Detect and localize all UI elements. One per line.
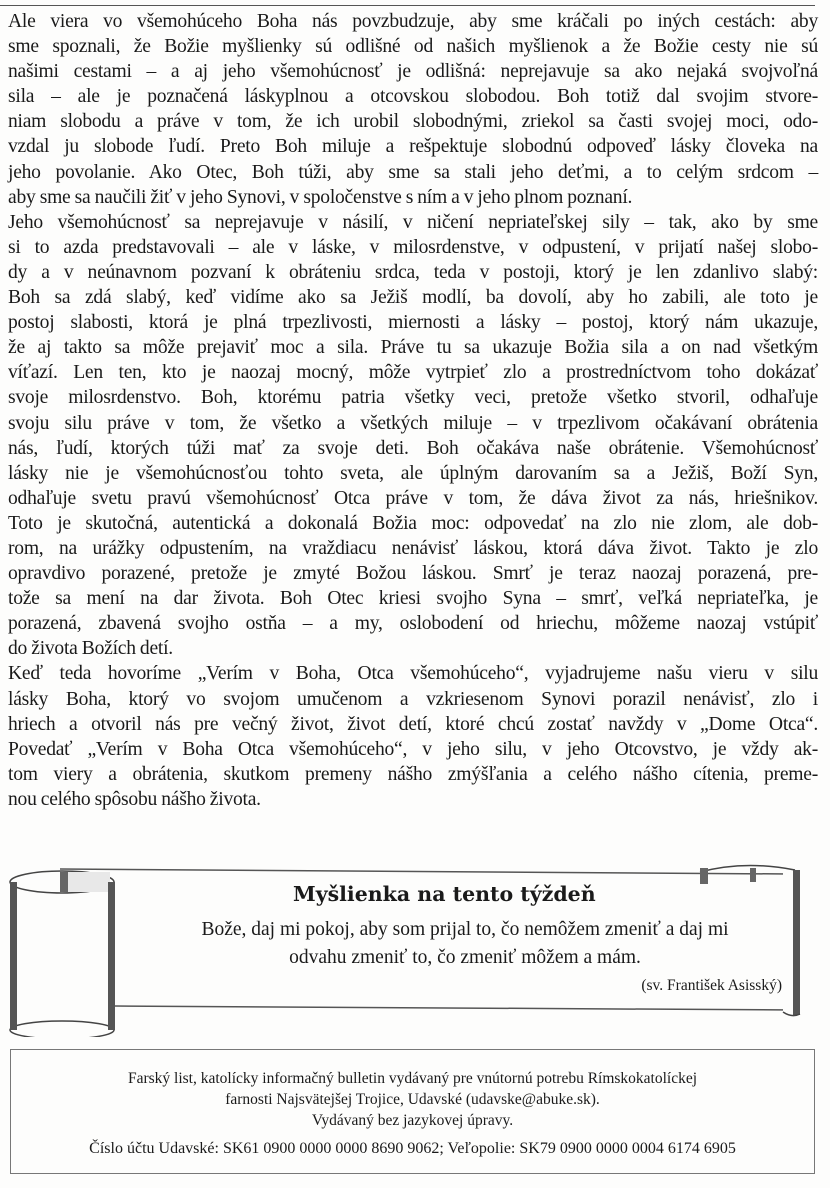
article-line: Ale viera vo všemohúceho Boha nás povzbudzuje, aby sme kráčali po iných cestách: aby [8, 11, 818, 32]
article-line: nou celého spôsobu nášho života. [8, 788, 261, 810]
article-line: aby sme sa naučili žiť v jeho Synovi, v spoločenstve s ním a v jeho plnom poznaní. [8, 186, 633, 208]
article-line: tože sa mení na dar života. Boh Otec kriesi svojho Syna – smrť, veľká nepriateľka, je [8, 588, 818, 610]
article-line: našimi cestami – a aj jeho všemohúcnosť je odlišná: neprejavuje sa ako nejaká svojvoľná [8, 61, 818, 83]
article-line: že aj takto sa môže prejaviť moc a sila. Práve tu sa ukazuje Božia sila a on nad všetkým [8, 337, 818, 359]
article-line: Povedať „Verím v Boha Otca všemohúceho“, v jeho silu, v jeho Otcovstvo, je vždy ak- [8, 738, 818, 760]
article-line: lásky Boha, ktorý vo svojom umučenom a vzkriesenom Synovi porazil nenávisť, zlo i [8, 688, 818, 710]
quote-line: Bože, daj mi pokoj, aby som prijal to, čo nemôžem zmeniť a daj mi [201, 919, 729, 940]
thought-title [0, 882, 830, 906]
article-line: Boh sa zdá slabý, keď vidíme ako sa Ježiš modlí, ba dovolí, aby ho zabili, ale toto je [8, 287, 818, 309]
article-line: hriech a otvoril nás pre večný život, život detí, ktoré chcú zostať navždy v „Dome Otca“. [8, 713, 818, 735]
article-line: dy a v neúnavnom pozvaní k obráteniu srdca, teda v postoji, ktorý je len zdanlivo slabý: [8, 261, 818, 283]
article-line: jeho povolanie. Ako Otec, Boh túži, aby sme sa stali jeho deťmi, a to celým srdcom – [8, 161, 818, 183]
quote-attribution: (sv. František Asisský) [641, 977, 782, 994]
article-line: svoje milosrdenstvo. Boh, ktorému patria všetky veci, pretože všetko stvoril, odhaľuje [8, 387, 818, 409]
publication-info-box [10, 1049, 815, 1174]
article-line: Keď teda hovoríme „Verím v Boha, Otca všemohúceho“, vyjadrujeme našu vieru v silu [8, 663, 818, 685]
info-line: Farský list, katolícky informačný bulletin vydávaný pre vnútornú potrebu Rímskokatolíckej [127, 1070, 698, 1087]
article-line: víťazí. Len ten, kto je naozaj mocný, môže vytrpieť zlo a prostredníctvom toho dokázať [8, 362, 818, 384]
article-line: nás, ľudí, ktorých túži mať za svoje deti. Boh očakáva naše obrátenie. Všemohúcnosť [8, 437, 818, 459]
article-line: postoj slabosti, ktorá je plná trpezlivosti, miernosti a lásky – postoj, ktorý nám ukazuje, [8, 312, 818, 334]
article-line: svoju silu práve v tom, že všetko a všetkých miluje – v trpezlivom očakávaní obrátenia [8, 412, 818, 434]
article-line: lásky nie je všemohúcnosťou tohto sveta, ale úplným darovaním sa a Ježiš, Boží Syn, [8, 462, 818, 484]
article-line: si to azda predstavovali – ale v láske, v milosrdenstve, v odpustení, v prijatí našej slobo- [8, 236, 818, 258]
article-line: rom, na urážky odpustením, na vraždiacu nenávisť láskou, ktorá dáva život. Takto je zlo [8, 537, 818, 559]
info-line: farnosti Najsvätejšej Trojice, Udavské (udavske@abuke.sk). [225, 1091, 600, 1108]
quote-line: odvahu zmeniť to, čo zmeniť môžem a mám. [289, 947, 641, 968]
article-line: opravdivo porazené, pretože je zmyté Božou láskou. Smrť je teraz naozaj porazená, pre- [8, 563, 818, 585]
article-line: sme spoznali, že Božie myšlienky sú odlišné od našich myšlienok a že Božie cesty nie sú [8, 36, 818, 58]
thought-of-week-banner [0, 862, 830, 1037]
article-line: tom viery a obrátenia, skutkom premeny nášho zmýšľania a celého nášho cítenia, preme- [8, 763, 818, 785]
bank-accounts: Číslo účtu Udavské: SK61 0900 0000 0000 8690 9062; Veľopolie: SK79 0900 0000 0004 6174 6905 [89, 1140, 736, 1157]
article-line: Toto je skutočná, autentická a dokonalá Božia moc: odpovedať na zlo nie zlom, ale dob- [8, 512, 818, 534]
article-line: do života Božích detí. [8, 638, 173, 660]
thought-title-text: Myšlienka na tento týždeň [293, 882, 596, 906]
article-line: porazená, zbavená svojho ostňa – a my, oslobodení od hriechu, môžeme naozaj vstúpiť [8, 613, 818, 635]
thought-quote [155, 916, 775, 972]
article-line: sila – ale je poznačená láskyplnou a otcovskou slobodou. Boh totiž dal svojim stvore- [8, 86, 818, 108]
article-line: vzdal ju slobode ľudí. Preto Boh miluje a rešpektuje slobodnú odpoveď lásky človeka na [8, 136, 818, 158]
info-line: Vydávaný bez jazykovej úpravy. [311, 1112, 514, 1129]
article-line: niam slobodu a práve v tom, že ich urobil slobodnými, zriekol sa časti svojej moci, odo- [8, 111, 818, 133]
article-line: Jeho všemohúcnosť sa neprejavuje v násilí, v ničení nepriateľskej sily – tak, ako by sme [8, 211, 818, 233]
top-rule [0, 5, 815, 6]
article-line: odhaľuje svetu pravú všemohúcnosť Otca práve v tom, že dáva život za nás, hriešnikov. [8, 487, 818, 509]
article-body [8, 9, 818, 812]
